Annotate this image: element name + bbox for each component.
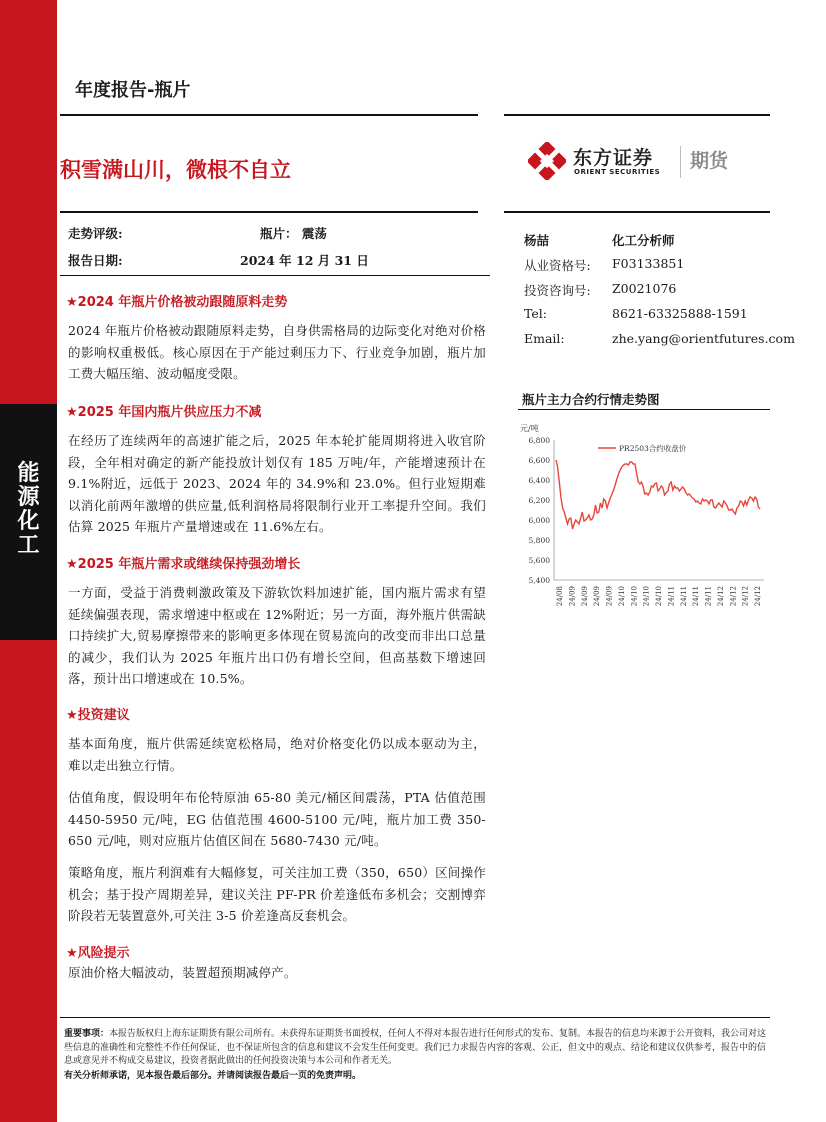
sector-char: 工 [17, 533, 40, 558]
section-heading: ★2025 年瓶片需求或继续保持强劲增长 [66, 557, 301, 572]
section-paragraph: 在经历了连续两年的高速扩能之后，2025 年本轮扩能周期将进入收官阶段，全年相对确定的新产能投放计划仅有 185 万吨/年，产能增速预计在 9.1%附近，远低于 2023、2024 年的 34.9%和 23.0%。但行业短期难以消化前两年激增的供应量,低利润格局将限制行业开工率提升空间。我们估算 2025 年瓶片产量增速或在 11.6%左右。 [68, 433, 486, 534]
sector-char: 化 [17, 509, 40, 534]
series-line-pr2503 [556, 460, 760, 529]
page-title: 积雪满山川，微根不自立 [60, 158, 291, 182]
sector-label [0, 462, 57, 558]
section-heading: ★2024 年瓶片价格被动跟随原料走势 [66, 295, 288, 310]
section-paragraph: 原油价格大幅波动，装置超预期减停产。 [68, 965, 297, 980]
logo-futures: 期货 [690, 150, 729, 172]
date-label: 报告日期: [68, 253, 123, 268]
logo-name-cn: 东方证券 [573, 147, 654, 169]
analyst-name: 杨喆 [524, 233, 550, 248]
meta-rule-bottom [60, 275, 490, 276]
disclaimer-label: 重要事项： [64, 1029, 110, 1039]
x-tick-label: 24/08 [556, 586, 564, 607]
consult-label: 投资咨询号: [524, 283, 591, 298]
y-tick-label: 5,800 [528, 536, 550, 545]
y-tick-label: 6,000 [528, 516, 550, 525]
y-tick-label: 6,600 [528, 456, 550, 465]
section-paragraph: 基本面角度，瓶片供需延续宽松格局，绝对价格变化仍以成本驱动为主，难以走出独立行情。 [68, 736, 486, 773]
x-tick-label: 24/11 [667, 586, 676, 607]
license-label: 从业资格号: [524, 258, 591, 273]
meta-rule-top [60, 211, 478, 213]
footer-rule [60, 1017, 770, 1018]
x-tick-label: 24/11 [692, 586, 701, 607]
x-tick-label: 24/09 [593, 586, 602, 607]
x-tick-label: 24/11 [704, 586, 713, 607]
x-tick-label: 24/10 [617, 586, 626, 607]
x-tick-label: 24/12 [729, 586, 738, 607]
analyst-role: 化工分析师 [612, 233, 675, 248]
y-tick-label: 6,200 [528, 496, 550, 505]
sector-char: 能 [17, 461, 40, 486]
orient-logo-icon [528, 142, 566, 180]
y-tick-label: 6,400 [528, 476, 550, 485]
section-paragraph: 一方面，受益于消费刺激政策及下游软饮料加速扩能，国内瓶片需求有望延续偏强表现，需求增速中枢或在 12%附近；另一方面，海外瓶片供需缺口持续扩大,贸易摩擦带来的影响更多体现在贸易流向的改变而非出口总量的减少，我们认为 2025 年瓶片出口仍有增长空间，但高基数下增速回落，预计出口增速或在 10.5%。 [68, 585, 486, 686]
chart-title: 瓶片主力合约行情走势图 [522, 392, 660, 407]
header-rule-left [60, 114, 478, 116]
x-tick-label: 24/10 [630, 586, 639, 607]
chart-title-rule [518, 409, 770, 410]
x-tick-label: 24/12 [754, 586, 762, 607]
x-tick-label: 24/12 [716, 586, 725, 607]
analyst-notice: 有关分析师承诺，见本报告最后部分。并请阅读报告最后一页的免责声明。 [64, 1071, 362, 1081]
section-paragraph: 2024 年瓶片价格被动跟随原料走势，自身供需格局的边际变化对绝对价格的影响权重极低。核心原因在于产能过剩压力下、行业竞争加剧，瓶片加工费大幅压缩、波动幅度受限。 [68, 323, 486, 381]
tel-value: 8621-63325888-1591 [612, 306, 748, 321]
section-paragraph: 估值角度，假设明年布伦特原油 65-80 美元/桶区间震荡，PTA 估值范围 4450-5950 元/吨，EG 估值范围 4600-5100 元/吨，瓶片加工费 350-650 元/吨，则对应瓶片估值区间在 5680-7430 元/吨。 [68, 790, 486, 848]
section-heading: ★2025 年国内瓶片供应压力不减 [66, 405, 262, 420]
left-accent-bar-bottom [0, 640, 57, 1122]
left-accent-bar-top [0, 0, 57, 404]
sector-char: 源 [17, 485, 40, 510]
license-value: F03133851 [612, 256, 685, 271]
section-heading: ★风险提示 [66, 946, 130, 961]
email-label: Email: [524, 331, 565, 346]
tel-label: Tel: [524, 306, 547, 321]
x-tick-label: 24/12 [741, 586, 750, 607]
x-tick-label: 24/09 [568, 586, 577, 607]
logo-name-en: ORIENT SECURITIES [574, 168, 661, 176]
y-tick-label: 5,400 [528, 576, 550, 585]
logo-separator [680, 146, 681, 178]
y-tick-label: 6,800 [528, 436, 550, 445]
disclaimer [64, 1028, 770, 1069]
consult-value: Z0021076 [612, 281, 677, 296]
section-heading: ★投资建议 [66, 708, 130, 723]
date-value: 2024 年 12 月 31 日 [240, 253, 369, 268]
price-chart [518, 418, 770, 632]
x-tick-label: 24/09 [605, 586, 614, 607]
y-axis-unit: 元/吨 [520, 424, 539, 433]
y-tick-label: 5,600 [528, 556, 550, 565]
rating-value: 瓶片： 震荡 [260, 226, 327, 241]
report-type: 年度报告-瓶片 [75, 80, 191, 101]
disclaimer-text: 本报告版权归上海东证期货有限公司所有。未获得东证期货书面授权，任何人不得对本报告进行任何形式的发布、复制。本报告的信息均来源于公开资料，我公司对这些信息的准确性和完整性不作任何保证，也不保证所包含的信息和建议不会发生任何变更。我们已力求报告内容的客观、公正，但文中的观点、结论和建议仅供参考，报告中的信息或意见并不构成交易建议，投资者据此做出的任何投资决策与本公司和作者无关。 [64, 1029, 767, 1066]
x-tick-label: 24/09 [580, 586, 589, 607]
email-link[interactable]: zhe.yang@orientfutures.com [612, 331, 795, 346]
rating-label: 走势评级: [68, 226, 123, 241]
section-paragraph: 策略角度，瓶片利润难有大幅修复，可关注加工费（350，650）区间操作机会；基于投产周期差异，建议关注 PF-PR 价差逢低布多机会；交割博弈阶段若无装置意外,可关注 3-5 价差逢高反套机会。 [68, 865, 486, 923]
analyst-rule-top [504, 211, 770, 213]
x-tick-label: 24/10 [642, 586, 651, 607]
x-tick-label: 24/11 [679, 586, 688, 607]
legend-label: PR2503合约收盘价 [619, 444, 687, 453]
x-tick-label: 24/10 [655, 586, 663, 607]
header-rule-right [504, 114, 770, 116]
